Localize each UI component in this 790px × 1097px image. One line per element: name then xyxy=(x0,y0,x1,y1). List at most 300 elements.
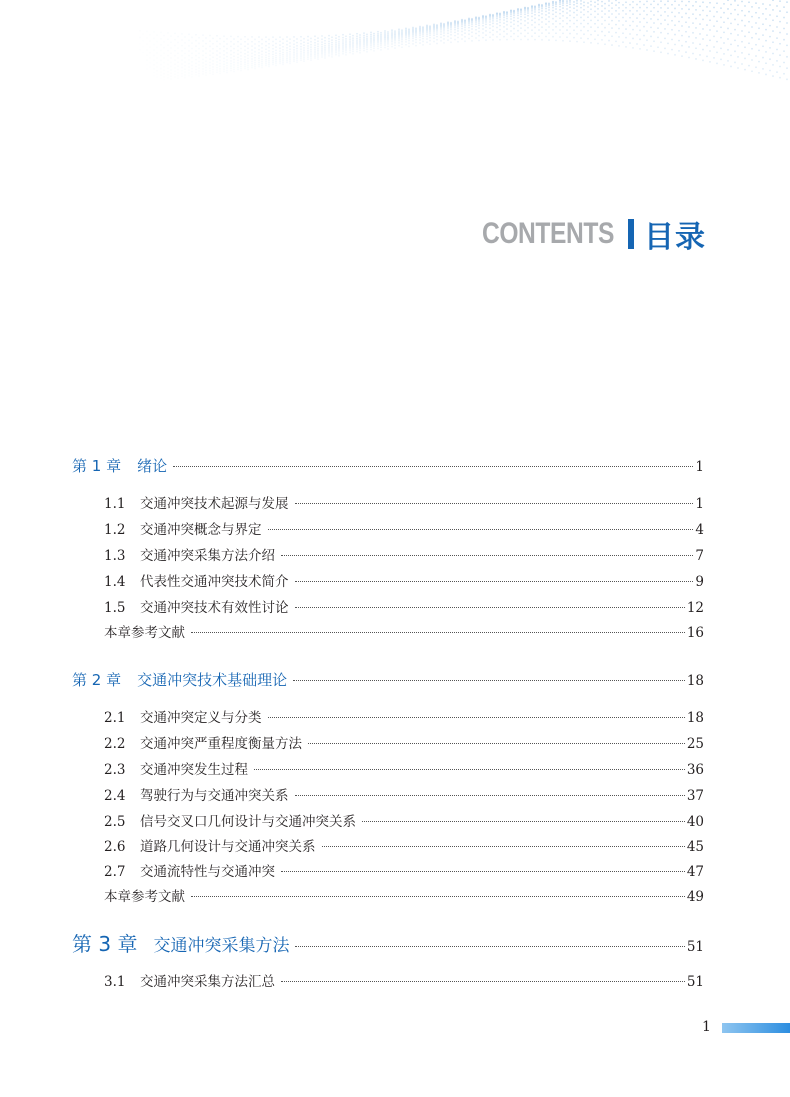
wave-dot xyxy=(566,23,568,25)
wave-dot xyxy=(734,0,736,2)
wave-dot xyxy=(485,34,487,36)
wave-dot xyxy=(366,51,368,53)
wave-dot xyxy=(727,38,729,40)
wave-dot xyxy=(219,70,221,72)
wave-dot xyxy=(370,46,372,48)
wave-dot xyxy=(415,39,417,41)
wave-dot xyxy=(758,61,760,63)
wave-dot xyxy=(139,37,141,39)
wave-dot xyxy=(366,48,368,50)
toc-section-2-7[interactable] xyxy=(72,862,704,882)
wave-dot xyxy=(657,27,659,29)
wave-dot xyxy=(709,61,711,63)
wave-dot xyxy=(429,31,431,33)
wave-dot xyxy=(307,47,309,49)
wave-dot xyxy=(541,17,543,19)
wave-dot xyxy=(601,10,603,12)
wave-dot xyxy=(310,41,312,43)
wave-dot xyxy=(723,21,725,23)
wave-dot xyxy=(324,52,326,54)
wave-dot xyxy=(538,35,540,37)
wave-dot xyxy=(310,59,312,61)
wave-dot xyxy=(664,11,666,13)
wave-dot xyxy=(531,29,533,31)
wave-dot xyxy=(184,47,186,49)
wave-dot xyxy=(636,10,638,12)
wave-dot xyxy=(240,48,242,50)
wave-dot xyxy=(541,26,543,28)
wave-dot xyxy=(489,31,491,33)
wave-dot xyxy=(688,46,690,48)
toc-entry-page: 51 xyxy=(686,974,704,990)
wave-dot xyxy=(363,50,365,52)
wave-dot xyxy=(671,4,673,6)
wave-dot xyxy=(335,52,337,54)
wave-dot xyxy=(391,46,393,48)
wave-dot xyxy=(244,45,246,47)
wave-dot xyxy=(468,24,470,26)
wave-dot xyxy=(149,66,151,68)
wave-dot xyxy=(524,9,526,11)
wave-dot xyxy=(548,9,550,11)
wave-dot xyxy=(755,55,757,57)
wave-dot xyxy=(608,5,610,7)
wave-dot xyxy=(727,0,729,1)
wave-dot xyxy=(461,28,463,30)
wave-dot xyxy=(594,10,596,12)
wave-dot xyxy=(282,52,284,54)
wave-dot xyxy=(345,42,347,44)
wave-dot xyxy=(741,41,743,43)
toc-section-1-1[interactable] xyxy=(72,494,704,514)
wave-dot xyxy=(625,37,627,39)
wave-dot xyxy=(244,53,246,55)
wave-dot xyxy=(265,65,267,67)
wave-dot xyxy=(163,57,165,59)
toc-section-1-3[interactable] xyxy=(72,546,704,566)
wave-dot xyxy=(590,42,592,44)
wave-dot xyxy=(506,33,508,35)
wave-dot xyxy=(373,47,375,49)
wave-dot xyxy=(174,67,176,69)
wave-dot xyxy=(338,39,340,41)
wave-dot xyxy=(303,44,305,46)
wave-dot xyxy=(674,54,676,56)
wave-dot xyxy=(755,2,757,4)
wave-dot xyxy=(181,70,183,72)
wave-dot xyxy=(629,33,631,35)
wave-dot xyxy=(576,5,578,7)
wave-dot xyxy=(517,11,519,13)
wave-dot xyxy=(608,16,610,18)
wave-dot xyxy=(303,57,305,59)
wave-dot xyxy=(695,37,697,39)
wave-dot xyxy=(706,34,708,36)
wave-dot xyxy=(149,46,151,48)
wave-dot xyxy=(209,58,211,60)
toc-section-1-2[interactable] xyxy=(72,520,704,540)
wave-dot xyxy=(415,41,417,43)
wave-dot xyxy=(342,43,344,45)
wave-dot xyxy=(433,41,435,43)
wave-dot xyxy=(258,60,260,62)
wave-dot xyxy=(450,34,452,36)
wave-dot xyxy=(251,65,253,67)
toc-chapter-1[interactable] xyxy=(72,456,704,477)
wave-dot xyxy=(429,32,431,34)
wave-dot xyxy=(779,66,781,68)
toc-entry-page: 49 xyxy=(686,889,704,905)
toc-entry-title: 交通冲突发生过程 xyxy=(140,762,248,778)
wave-dot xyxy=(307,58,309,60)
wave-dot xyxy=(226,56,228,58)
wave-dot xyxy=(492,20,494,22)
wave-dot xyxy=(338,45,340,47)
wave-dot xyxy=(275,52,277,54)
wave-dot xyxy=(667,0,669,2)
wave-dot xyxy=(632,13,634,15)
wave-dot xyxy=(331,36,333,38)
wave-dot xyxy=(384,30,386,32)
wave-dot xyxy=(324,42,326,44)
wave-dot xyxy=(258,45,260,47)
wave-dot xyxy=(247,43,249,45)
wave-dot xyxy=(769,36,771,38)
toc-entry-title: 交通冲突采集方法汇总 xyxy=(140,974,275,990)
wave-dot xyxy=(478,24,480,26)
wave-dot xyxy=(758,72,760,74)
wave-dot xyxy=(156,52,158,54)
wave-dot xyxy=(478,31,480,33)
wave-dot xyxy=(706,45,708,47)
wave-dot xyxy=(744,69,746,71)
wave-dot xyxy=(580,0,582,2)
wave-dot xyxy=(751,16,753,18)
wave-dot xyxy=(692,5,694,7)
wave-dot xyxy=(373,35,375,37)
wave-dot xyxy=(597,43,599,45)
toc-chapter-2[interactable] xyxy=(72,670,704,691)
wave-dot xyxy=(394,38,396,40)
wave-dot xyxy=(485,23,487,25)
wave-dot xyxy=(163,69,165,71)
wave-dot xyxy=(636,25,638,27)
wave-dot xyxy=(275,46,277,48)
wave-dot xyxy=(664,47,666,49)
wave-dot xyxy=(401,43,403,45)
wave-dot xyxy=(552,10,554,12)
wave-dot xyxy=(317,46,319,48)
wave-dot xyxy=(590,19,592,21)
wave-dot xyxy=(468,33,470,35)
wave-dot xyxy=(265,63,267,65)
wave-dot xyxy=(303,47,305,49)
wave-dot xyxy=(363,35,365,37)
wave-dot xyxy=(433,30,435,32)
wave-dot xyxy=(534,17,536,19)
wave-dot xyxy=(499,33,501,35)
wave-dot xyxy=(569,26,571,28)
wave-dot xyxy=(314,54,316,56)
wave-dot xyxy=(419,34,421,36)
wave-dot xyxy=(328,45,330,47)
wave-dot xyxy=(160,50,162,52)
wave-dot xyxy=(275,38,277,40)
wave-dot xyxy=(223,35,225,37)
wave-dot xyxy=(405,28,407,30)
wave-dot xyxy=(188,39,190,41)
toc-section-1-4[interactable] xyxy=(72,572,704,592)
wave-dot xyxy=(289,45,291,47)
wave-dot xyxy=(394,30,396,32)
wave-dot xyxy=(202,58,204,60)
wave-dot xyxy=(772,30,774,32)
wave-dot xyxy=(198,70,200,72)
wave-dot xyxy=(191,65,193,67)
wave-dot xyxy=(653,22,655,24)
wave-dot xyxy=(254,66,256,68)
toc-entry-number: 1.2 xyxy=(104,522,126,538)
wave-dot xyxy=(230,70,232,72)
toc-section-2-5[interactable] xyxy=(72,812,704,832)
wave-dot xyxy=(303,55,305,57)
wave-dot xyxy=(202,68,204,70)
wave-dot xyxy=(744,35,746,37)
wave-dot xyxy=(660,41,662,43)
wave-dot xyxy=(219,48,221,50)
toc-section-3-1[interactable] xyxy=(72,972,704,992)
toc-section-2-6[interactable] xyxy=(72,837,704,857)
wave-dot xyxy=(755,44,757,46)
wave-dot xyxy=(188,55,190,57)
wave-dot xyxy=(349,50,351,52)
wave-dot xyxy=(303,49,305,51)
toc-entry-page: 18 xyxy=(686,673,704,689)
wave-dot xyxy=(289,59,291,61)
wave-dot xyxy=(475,37,477,39)
wave-dot xyxy=(342,37,344,39)
wave-dot xyxy=(545,6,547,8)
wave-dot xyxy=(335,37,337,39)
wave-dot xyxy=(174,63,176,65)
toc-chapter-3[interactable] xyxy=(72,934,704,957)
wave-dot xyxy=(349,36,351,38)
wave-dot xyxy=(485,21,487,23)
wave-dot xyxy=(422,41,424,43)
wave-dot xyxy=(664,38,666,40)
wave-dot xyxy=(443,28,445,30)
wave-dot xyxy=(177,42,179,44)
wave-dot xyxy=(261,47,263,49)
wave-dot xyxy=(531,35,533,37)
wave-dot xyxy=(398,36,400,38)
wave-dot xyxy=(562,15,564,17)
wave-dot xyxy=(555,26,557,28)
wave-dot xyxy=(328,38,330,40)
wave-dot xyxy=(751,48,753,50)
wave-dot xyxy=(258,55,260,57)
wave-dot xyxy=(475,26,477,28)
wave-dot xyxy=(275,63,277,65)
wave-dot xyxy=(671,29,673,31)
wave-dot xyxy=(482,25,484,27)
toc-entry-page: 4 xyxy=(695,522,704,538)
wave-dot xyxy=(618,13,620,15)
wave-dot xyxy=(786,1,788,3)
dot-leader xyxy=(362,821,685,822)
wave-dot xyxy=(272,58,274,60)
dot-leader xyxy=(295,946,684,947)
wave-dot xyxy=(611,2,613,4)
wave-dot xyxy=(352,39,354,41)
wave-dot xyxy=(720,26,722,28)
wave-dot xyxy=(282,64,284,66)
wave-dot xyxy=(692,42,694,44)
wave-dot xyxy=(142,52,144,54)
wave-dot xyxy=(149,57,151,59)
wave-dot xyxy=(415,35,417,37)
wave-dot xyxy=(286,61,288,63)
wave-dot xyxy=(454,29,456,31)
wave-dot xyxy=(261,61,263,63)
wave-dot xyxy=(548,26,550,28)
wave-dot xyxy=(251,41,253,43)
wave-dot xyxy=(380,34,382,36)
wave-dot xyxy=(212,43,214,45)
wave-dot xyxy=(769,58,771,60)
wave-dot xyxy=(275,57,277,59)
wave-dot xyxy=(328,43,330,45)
wave-dot xyxy=(314,49,316,51)
wave-dot xyxy=(293,46,295,48)
wave-dot xyxy=(412,38,414,40)
wave-dot xyxy=(153,31,155,33)
wave-dot xyxy=(440,40,442,42)
wave-dot xyxy=(195,69,197,71)
wave-dot xyxy=(688,17,690,19)
wave-dot xyxy=(716,20,718,22)
wave-dot xyxy=(562,1,564,3)
wave-dot xyxy=(685,41,687,43)
wave-dot xyxy=(240,68,242,70)
toc-section-2-4[interactable] xyxy=(72,786,704,806)
wave-dot xyxy=(688,26,690,28)
wave-dot xyxy=(524,13,526,15)
toc-entry-page: 51 xyxy=(686,939,704,955)
wave-dot xyxy=(261,43,263,45)
wave-dot xyxy=(482,22,484,24)
wave-dot xyxy=(541,39,543,41)
wave-dot xyxy=(153,75,155,77)
wave-dot xyxy=(275,55,277,57)
wave-dot xyxy=(517,30,519,32)
wave-dot xyxy=(223,41,225,43)
wave-dot xyxy=(720,7,722,9)
wave-dot xyxy=(475,29,477,31)
wave-dot xyxy=(618,7,620,9)
wave-dot xyxy=(538,9,540,11)
wave-dot xyxy=(776,15,778,17)
wave-dot xyxy=(573,4,575,6)
wave-dot xyxy=(174,55,176,57)
wave-dot xyxy=(548,32,550,34)
wave-dot xyxy=(202,62,204,64)
wave-dot xyxy=(720,37,722,39)
wave-dot xyxy=(468,22,470,24)
wave-dot xyxy=(510,25,512,27)
wave-dot xyxy=(629,10,631,12)
wave-dot xyxy=(296,56,298,58)
wave-dot xyxy=(552,18,554,20)
wave-dot xyxy=(520,19,522,21)
wave-dot xyxy=(363,37,365,39)
wave-dot xyxy=(153,44,155,46)
wave-dot xyxy=(279,63,281,65)
wave-dot xyxy=(545,29,547,31)
wave-dot xyxy=(636,34,638,36)
toc-references-ch2[interactable] xyxy=(72,887,704,907)
toc-section-2-1[interactable] xyxy=(72,708,704,728)
toc-section-1-5[interactable] xyxy=(72,598,704,618)
wave-dot xyxy=(548,5,550,7)
wave-dot xyxy=(230,35,232,37)
wave-dot xyxy=(142,33,144,35)
wave-dot xyxy=(244,61,246,63)
wave-dot xyxy=(517,17,519,19)
wave-dot xyxy=(587,11,589,13)
wave-dot xyxy=(275,43,277,45)
toc-references-ch1[interactable] xyxy=(72,623,704,643)
wave-dot xyxy=(706,55,708,57)
wave-dot xyxy=(723,42,725,44)
dot-leader xyxy=(281,555,693,556)
toc-section-2-3[interactable] xyxy=(72,760,704,780)
wave-dot xyxy=(205,52,207,54)
wave-dot xyxy=(695,18,697,20)
wave-dot xyxy=(464,32,466,34)
toc-entry-page: 37 xyxy=(686,788,704,804)
header-divider-bar xyxy=(628,219,634,249)
wave-dot xyxy=(216,54,218,56)
wave-dot xyxy=(146,64,148,66)
wave-dot xyxy=(408,36,410,38)
wave-dot xyxy=(230,60,232,62)
wave-dot xyxy=(758,7,760,9)
wave-dot xyxy=(233,38,235,40)
wave-dot xyxy=(331,46,333,48)
wave-dot xyxy=(237,53,239,55)
wave-dot xyxy=(184,57,186,59)
wave-dot xyxy=(149,52,151,54)
wave-dot xyxy=(167,64,169,66)
wave-dot xyxy=(321,41,323,43)
wave-dot xyxy=(230,67,232,69)
wave-dot xyxy=(268,50,270,52)
toc-entry-page: 7 xyxy=(695,548,704,564)
wave-dot xyxy=(660,51,662,53)
wave-dot xyxy=(632,38,634,40)
wave-dot xyxy=(520,16,522,18)
wave-dot xyxy=(328,48,330,50)
toc-entry-title: 交通冲突定义与分类 xyxy=(140,710,262,726)
toc-section-2-2[interactable] xyxy=(72,734,704,754)
dot-leader xyxy=(295,607,685,608)
wave-dot xyxy=(520,23,522,25)
wave-dot xyxy=(265,59,267,61)
wave-dot xyxy=(506,24,508,26)
wave-dot xyxy=(212,60,214,62)
wave-dot xyxy=(384,42,386,44)
